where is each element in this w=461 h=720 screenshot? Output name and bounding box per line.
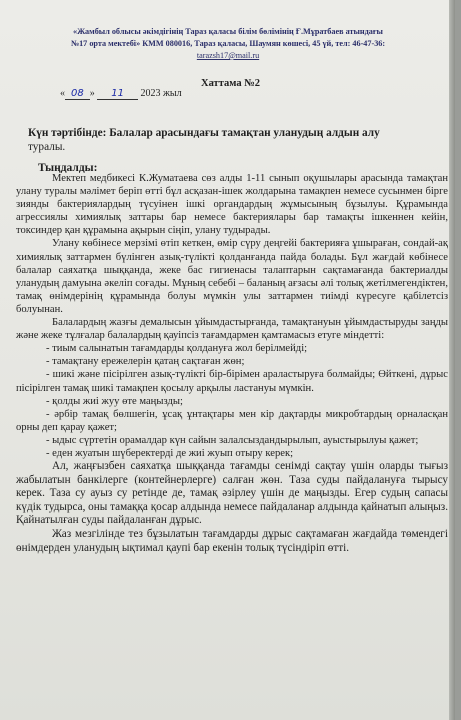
body-paragraph: Балалардың жазғы демалысын ұйымдастырғанда, тамақтануын ұйымдастыруды заңды және жеке тұлғалар балалардың қауіпсіз тағамдармен қамтамасыз етуге міндетті:	[16, 317, 448, 342]
protocol-title: Хаттама №2	[200, 78, 260, 89]
body-paragraph: - қолды жиі жуу өте маңызды;	[46, 395, 183, 407]
letterhead-email: tarazsh17@mail.ru	[196, 51, 260, 60]
body-paragraph: Ал, жаңғызбен саяхатқа шыққанда тағамды сенімді сақтау үшін оларды тығыз жабылатын банкілерге (контейнерлерге) салған жөн. Таза суды пайдалануға тырысу керек. Таза су ауыз су ретінде де, тамақ әзірлеу үшін де маңызды. Егер судың сапасы күдік тудырса, оны тамаққа қосар алдында немесе пайдаланар алдында қайнатып алыңыз. Қайнатылған суды пайдаланған дұрыс.	[16, 460, 448, 527]
body-paragraph: - тиым салынатын тағамдарды қолдануға жол берілмейді;	[46, 343, 308, 355]
page-edge	[449, 0, 455, 720]
body-paragraph: - еден жуатын шүберектерді де жиі жуып отыру керек;	[46, 447, 294, 459]
agenda-label: Күн тәртібінде:	[28, 127, 107, 139]
body-paragraph: - тамақтану ережелерін қатаң сақтаған жөн;	[46, 356, 245, 368]
body-paragraph: - шикі және пісірілген азық-түлікті бір-бірімен араластыруға болмайды; Өйткені, дұрыс пісірілген тамақ шикі тамақпен қосылу арқылы ластануы мүмкін.	[16, 369, 448, 394]
body-paragraph: - ыдыс сүртетін орамалдар күн сайын залалсыздандырылып, ауыстырылуы қажет;	[46, 434, 419, 446]
agenda-text-continued: туралы.	[28, 141, 66, 153]
agenda-text: Балалар арасындағы тамақтан уланудың алдын алу	[109, 127, 380, 139]
protocol-body	[16, 172, 448, 555]
letterhead-line-1: «Жамбыл облысы әкімдігінің Тараз қаласы білім бөлімінің Ғ.Мұратбаев атындағы	[73, 27, 383, 36]
date-month: 11	[97, 88, 138, 100]
letterhead-line-2: №17 орта мектебі» КММ 080016, Тараз қаласы, Шаумян көшесі, 45 үй, тел: 46-47-36:	[70, 39, 386, 48]
body-paragraph: - әрбір тамақ бөлшегін, ұсақ ұнтақтары мен кір дақтарды микробтардың орналасқан орны деп қарау қажет;	[16, 408, 448, 433]
letterhead	[28, 26, 428, 62]
date-year: 2023 жыл	[140, 88, 182, 99]
body-paragraph: Жаз мезгілінде тез бұзылатын тағамдарды дұрыс сақтамаған жағдайда төмендегі өнімдерден уланудың ықтимал қаупі бар екенін толық түсіндіріп өтті.	[16, 528, 448, 554]
date-close-quote: »	[89, 88, 95, 99]
date-open-quote: «	[60, 88, 65, 99]
body-paragraph: Мектеп медбикесі К.Жуматаева сөз алды 1-11 сынып оқушылары арасында тамақтан улану туралы мәлімет беріп өтті бұл асқазан-ішек жолдарына тамақпен немесе сусынмен бірге зиянды бактериялардың түсуінен ішкі органдардың жұмысының бұзылуы. Құрамында агрессиялы химиялық заттары бар немесе бактериялары бар тамақты ішкеннен кейін, токсиндер қан құрамына ақырын сіңіп, улану тудырады.	[16, 173, 448, 237]
protocol-date	[60, 88, 182, 99]
date-day: 08	[65, 88, 90, 100]
body-paragraph: Улану көбінесе мерзімі өтіп кеткен, өмір сүру деңгейі бактерияға ұшыраған, сондай-ақ химиялық заттармен бүлінген азық-түлікті қолданғанда пайда болады. Бұл жағдай көбінесе балалар саяхатқа шыққанда, жеке бас гигиенасы талаптарын сақтамағанда бактериалды уланудың дамуына әкеліп соғады. Мұның себебі – баланың ағзасы әлі толық жетілмегендіктен, тамақ өнімдерінің құрамында болуы мүмкін улы заттармен тиімді күресуге қабілетсіз болуынан.	[16, 238, 448, 315]
agenda	[28, 126, 438, 154]
heard-heading: Тыңдалды:	[38, 162, 98, 174]
